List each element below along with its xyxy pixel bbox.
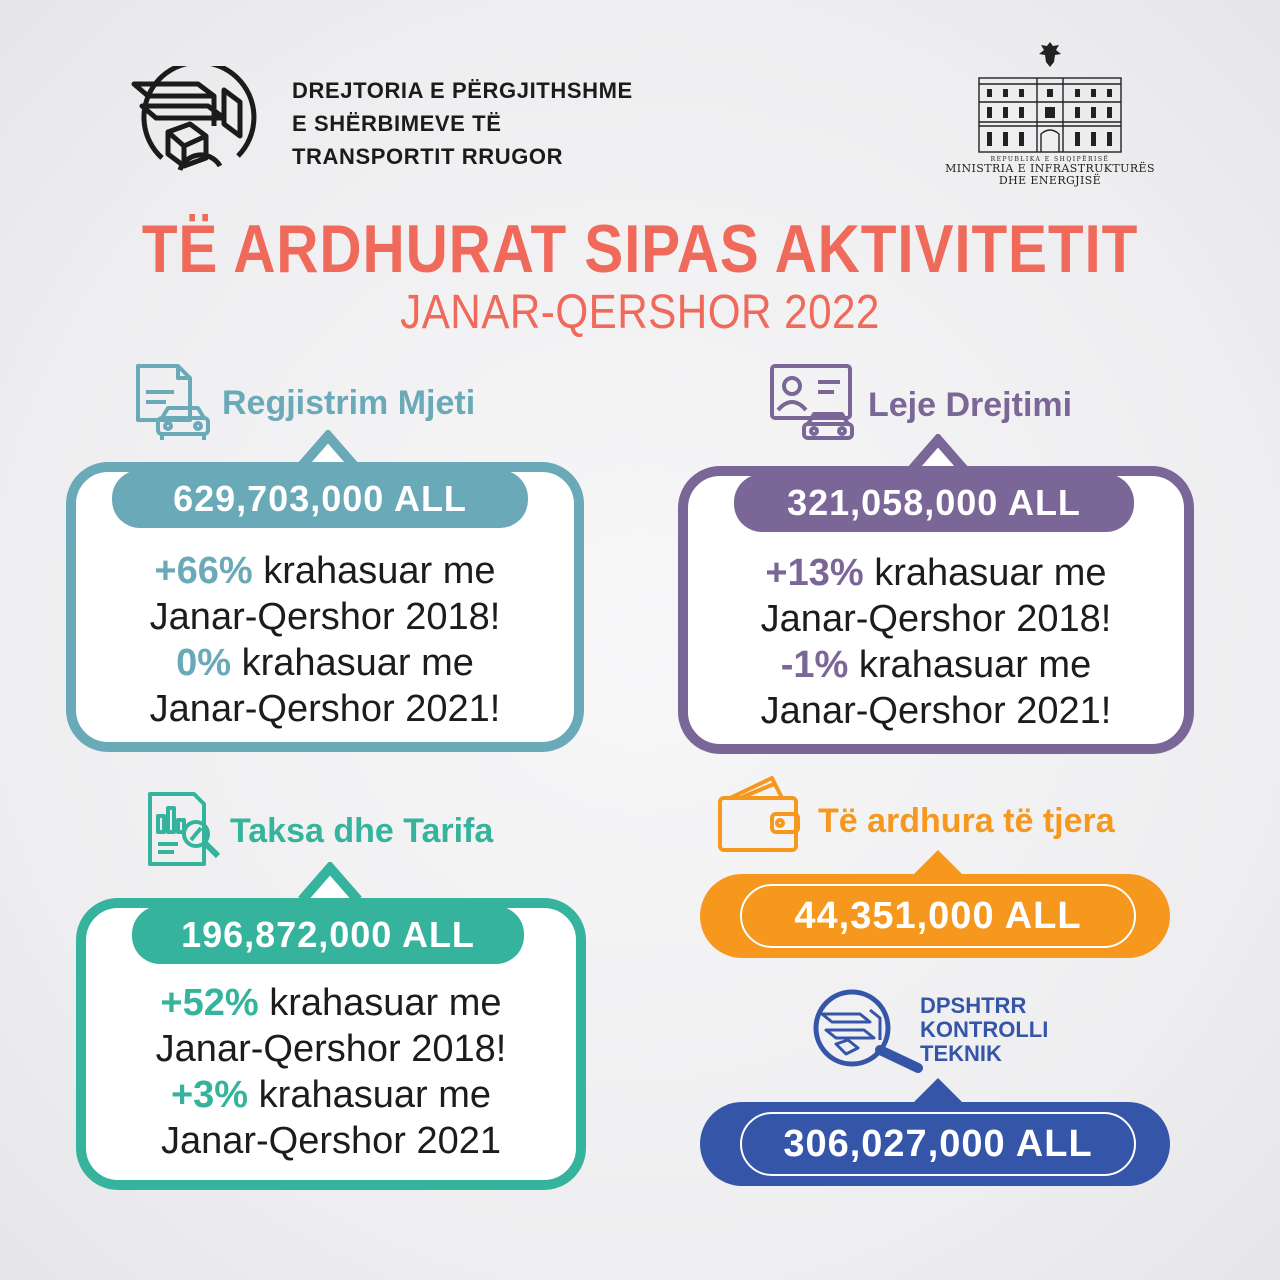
amount-kontrolli: 306,027,000 ALL	[740, 1112, 1136, 1176]
cmp-2018-text: krahasuar me	[258, 982, 502, 1024]
callout-pointer	[298, 862, 362, 902]
section-title-leje: Leje Drejtimi	[868, 386, 1073, 424]
cmp-2018-pct: +13%	[765, 552, 864, 594]
comparison-regjistrim	[76, 548, 574, 732]
section-title-tjera: Të ardhura të tjera	[818, 802, 1115, 840]
org-line-3: TRANSPORTIT RRUGOR	[292, 144, 564, 169]
magnifier-logo-icon	[800, 988, 936, 1074]
cmp-2018-period: Janar-Qershor 2018!	[760, 598, 1112, 640]
driving-license-icon	[768, 362, 858, 446]
amount-taksa: 196,872,000 ALL	[132, 906, 524, 964]
vehicle-registration-icon	[132, 362, 214, 444]
cmp-2021-period: Janar-Qershor 2021!	[760, 690, 1112, 732]
wallet-icon	[716, 770, 800, 856]
tax-document-icon	[144, 790, 226, 870]
ministry-name-line-1: MINISTRIA E INFRASTRUKTURËS	[945, 162, 1155, 175]
cmp-2021-pct: 0%	[176, 642, 232, 684]
cmp-2018-pct: +52%	[160, 982, 259, 1024]
kontrolli-label-line-1: DPSHTRR	[920, 993, 1027, 1018]
cmp-2021-text: krahasuar me	[231, 642, 474, 684]
ministry-building-icon	[975, 72, 1125, 154]
page-title: TË ARDHURAT SIPAS AKTIVITETIT	[141, 211, 1139, 287]
amount-regjistrim: 629,703,000 ALL	[112, 470, 528, 528]
section-title-regjistrim: Regjistrim Mjeti	[222, 384, 476, 422]
cmp-2021-period: Janar-Qershor 2021!	[149, 688, 501, 730]
comparison-taksa	[86, 980, 576, 1164]
ministry-name-line-2: DHE ENERGJISË	[998, 174, 1102, 187]
cmp-2021-text: krahasuar me	[248, 1074, 491, 1116]
ministry-logo	[945, 40, 1155, 187]
section-title-taksa: Taksa dhe Tarifa	[230, 812, 494, 850]
cmp-2021-period: Janar-Qershor 2021	[160, 1120, 502, 1162]
ministry-republic: REPUBLIKA E SHQIPËRISË	[990, 156, 1110, 163]
comparison-leje	[688, 550, 1184, 734]
cmp-2018-pct: +66%	[154, 550, 253, 592]
cmp-2018-period: Janar-Qershor 2018!	[149, 596, 501, 638]
coat-of-arms-icon	[1037, 40, 1063, 70]
cmp-2021-pct: +3%	[170, 1074, 249, 1116]
org-line-2: E SHËRBIMEVE TË	[292, 111, 502, 136]
cmp-2021-text: krahasuar me	[848, 644, 1092, 686]
kontrolli-label	[920, 994, 1048, 1066]
cmp-2021-pct: -1%	[780, 644, 849, 686]
amount-tjera: 44,351,000 ALL	[740, 884, 1136, 948]
kontrolli-label-line-3: TEKNIK	[920, 1041, 1002, 1066]
kontrolli-label-line-2: KONTROLLI	[920, 1017, 1049, 1042]
cmp-2018-text: krahasuar me	[252, 550, 496, 592]
dpshtrr-logo	[128, 66, 260, 176]
page-subtitle: JANAR-QERSHOR 2022	[400, 286, 880, 339]
cmp-2018-text: krahasuar me	[863, 552, 1107, 594]
org-line-1: DREJTORIA E PËRGJITHSHME	[292, 78, 633, 103]
organization-name	[292, 74, 652, 173]
amount-leje: 321,058,000 ALL	[734, 474, 1134, 532]
cmp-2018-period: Janar-Qershor 2018!	[155, 1028, 507, 1070]
